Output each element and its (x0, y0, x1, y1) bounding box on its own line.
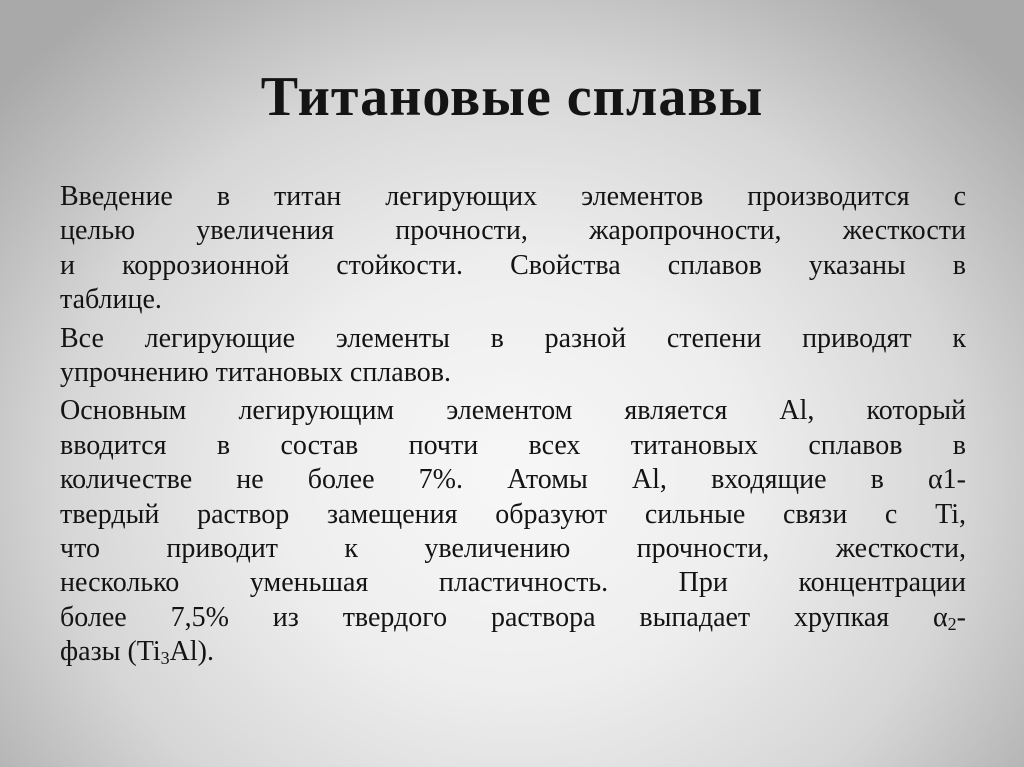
text-line: и коррозионной стойкости. Свойства сплавов указаны в (60, 249, 966, 281)
text-fragment: фазы (Ti (60, 636, 161, 668)
text-line: твердый раствор замещения образуют сильные связи с Ti, (60, 498, 966, 530)
text-line-alpha2 (60, 601, 966, 635)
text-line: упрочнению титановых сплавов. (60, 357, 451, 389)
text-line: целью увеличения прочности, жаропрочности, жесткости (60, 215, 966, 247)
text-fragment: - (956, 601, 966, 633)
paragraph-2 (60, 322, 966, 391)
text-line: количестве не более 7%. Атомы Al, входящие в α1- (60, 464, 966, 496)
text-line: Все легирующие элементы в разной степени приводят к (60, 322, 966, 354)
subscript: 2 (947, 613, 957, 634)
text-line: Основным легирующим элементом является Al, который (60, 395, 966, 427)
text-fragment: Al). (169, 636, 214, 668)
text-line: что приводит к увеличению прочности, жесткости, (60, 533, 966, 565)
subscript: 3 (160, 648, 170, 669)
text-line: вводится в состав почти всех титановых сплавов в (60, 429, 966, 461)
slide-title: Титановые сплавы (260, 66, 764, 128)
text-line: несколько уменьшая пластичность. При концентрации (60, 567, 966, 599)
text-fragment: более 7,5% из твердого раствора выпадает хрупкая α (60, 601, 948, 633)
text-line-formula (60, 635, 966, 669)
text-line: таблице. (60, 284, 162, 316)
text-line: Введение в титан легирующих элементов производится с (60, 181, 966, 212)
slide-body (60, 180, 966, 674)
paragraph-3 (60, 394, 966, 669)
paragraph-1 (60, 180, 966, 318)
